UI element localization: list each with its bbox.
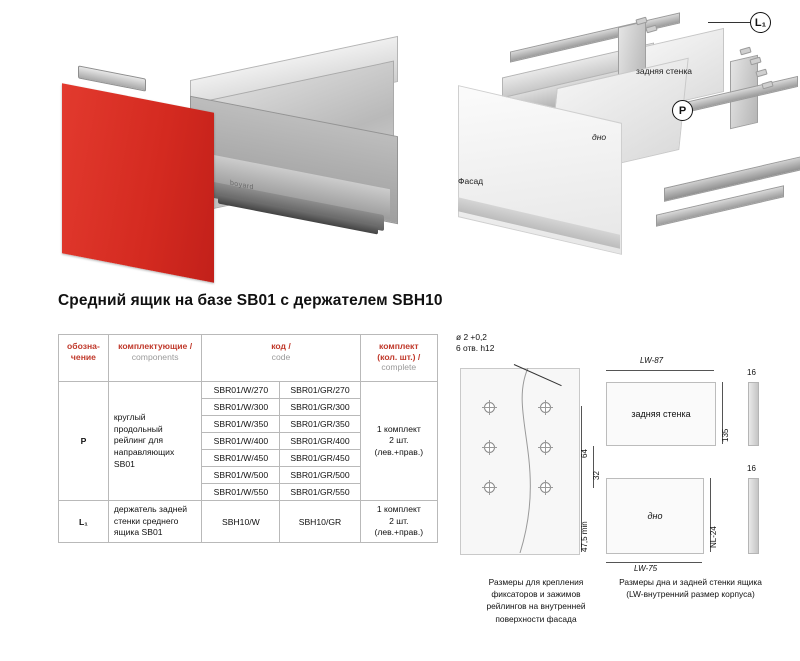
- th-kit-en: complete: [381, 362, 417, 373]
- facade-curve: [460, 368, 578, 553]
- th-components-en: components: [131, 351, 179, 362]
- facade-caption-l3: рейлингов на внутренней: [486, 601, 586, 612]
- technical-diagrams: [448, 330, 793, 650]
- dim-line-64: [581, 406, 582, 488]
- drill-hole: [540, 442, 551, 453]
- cell-code-w: SBR01/W/350: [202, 416, 280, 433]
- dim-thickness-1: 16: [747, 368, 756, 377]
- th-code-en: code: [271, 351, 291, 362]
- dim-64: 64: [580, 449, 589, 458]
- exploded-view: [440, 4, 795, 276]
- drill-hole: [484, 482, 495, 493]
- leader-line: [708, 22, 752, 23]
- facade-label: Фасад: [458, 176, 484, 186]
- th-components-ru: комплектующие /: [118, 341, 193, 351]
- drawer-front-red: [62, 83, 214, 283]
- cell-code-gr: SBR01/GR/500: [280, 467, 360, 484]
- cell-code-gr: SBR01/GR/400: [280, 433, 360, 450]
- hole-note-line2: 6 отв. h12: [456, 343, 495, 354]
- th-code: [202, 335, 360, 382]
- screw-icon: [755, 69, 767, 78]
- cell-designation-p: P: [59, 382, 109, 501]
- cell-code-w: SBR01/W/550: [202, 484, 280, 501]
- cell-code-w: SBR01/W/400: [202, 433, 280, 450]
- dim-475: 47,5 min: [580, 521, 589, 552]
- th-designation-l2: чение: [70, 351, 96, 362]
- th-kit-l1: комплект: [379, 341, 419, 351]
- back-wall-thickness-strip: [748, 382, 759, 446]
- cell-code-w: SBR01/W/450: [202, 450, 280, 467]
- th-designation: [59, 335, 109, 382]
- dim-nl24: NL-24: [709, 526, 718, 548]
- cell-code-gr: SBR01/GR/300: [280, 399, 360, 416]
- facade-caption-l2: фиксаторов и зажимов: [491, 589, 581, 600]
- bottom-label: дно: [592, 132, 607, 142]
- dim-32: 32: [592, 471, 601, 480]
- illustration-area: [0, 0, 800, 280]
- panels-caption-l2: (LW-внутренний размер корпуса): [626, 589, 755, 600]
- dim-line-lw75: [606, 562, 702, 563]
- th-code-ru: код /: [271, 341, 291, 351]
- cell-kit-p: [360, 382, 437, 501]
- cell-code-w: SBR01/W/270: [202, 382, 280, 399]
- components-table: [58, 334, 438, 543]
- drill-hole: [540, 482, 551, 493]
- dim-line-lw87: [606, 370, 714, 371]
- hole-note-line1: ø 2 +0,2: [456, 332, 487, 342]
- dim-lw75: LW-75: [634, 564, 658, 573]
- cell-code-gr: SBH10/GR: [280, 501, 360, 543]
- th-kit: [360, 335, 437, 382]
- table-row: [59, 382, 438, 399]
- hole-note: [456, 332, 494, 355]
- facade-caption-l1: Размеры для крепления: [488, 577, 584, 587]
- back-wall-label: задняя стенка: [636, 66, 692, 76]
- cell-code-w: SBH10/W: [202, 501, 280, 543]
- screw-icon: [645, 25, 657, 34]
- cell-code-gr: SBR01/GR/550: [280, 484, 360, 501]
- page-title: Средний ящик на базе SB01 с держателем SBH10: [58, 292, 443, 309]
- dim-line-32: [593, 446, 594, 488]
- cell-designation-l1: L₁: [59, 501, 109, 543]
- brand-logo: boyard: [230, 179, 254, 192]
- drill-hole: [540, 402, 551, 413]
- cell-kit-l1: [360, 501, 437, 543]
- kit-line-1: 1 комплект: [376, 504, 421, 515]
- panels-caption-l1: Размеры дна и задней стенки ящика: [619, 577, 762, 587]
- screw-icon: [739, 47, 751, 56]
- cell-code-gr: SBR01/GR/270: [280, 382, 360, 399]
- panels-caption: [598, 576, 783, 600]
- table-row: [59, 501, 438, 543]
- badge-l1: L₁: [750, 12, 771, 33]
- badge-p: P: [672, 100, 693, 121]
- kit-line-2: 2 шт.: [389, 515, 409, 526]
- drill-hole: [484, 442, 495, 453]
- bottom-panel-diagram: дно: [606, 478, 704, 554]
- kit-line-3: (лев.+прав.): [374, 527, 424, 538]
- cell-description-l1: держатель задней стенки среднего ящика SB01: [108, 501, 202, 543]
- dim-lw87: LW-87: [640, 356, 664, 365]
- dim-thickness-2: 16: [747, 464, 756, 473]
- table-header-row: [59, 335, 438, 382]
- th-designation-l1: обозна-: [67, 341, 100, 351]
- cell-code-w: SBR01/W/300: [202, 399, 280, 416]
- screw-icon: [749, 57, 761, 66]
- facade-caption-l4: поверхности фасада: [495, 613, 577, 624]
- kit-line-3: (лев.+прав.): [374, 447, 424, 457]
- cell-code-gr: SBR01/GR/450: [280, 450, 360, 467]
- cell-description-p: круглый продольный рейлинг для направляющих SB01: [108, 382, 202, 501]
- back-wall-diagram: задняя стенка: [606, 382, 716, 446]
- th-kit-l2: (кол. шт.) /: [377, 351, 421, 362]
- drawer-render: [40, 20, 440, 270]
- kit-line-2: 2 шт.: [389, 435, 409, 446]
- kit-line-1: 1 комплект: [376, 423, 421, 434]
- bottom-thickness-strip: [748, 478, 759, 554]
- dim-135: 135: [721, 428, 730, 442]
- cell-code-w: SBR01/W/500: [202, 467, 280, 484]
- cell-code-gr: SBR01/GR/350: [280, 416, 360, 433]
- drill-hole: [484, 402, 495, 413]
- th-components: [108, 335, 202, 382]
